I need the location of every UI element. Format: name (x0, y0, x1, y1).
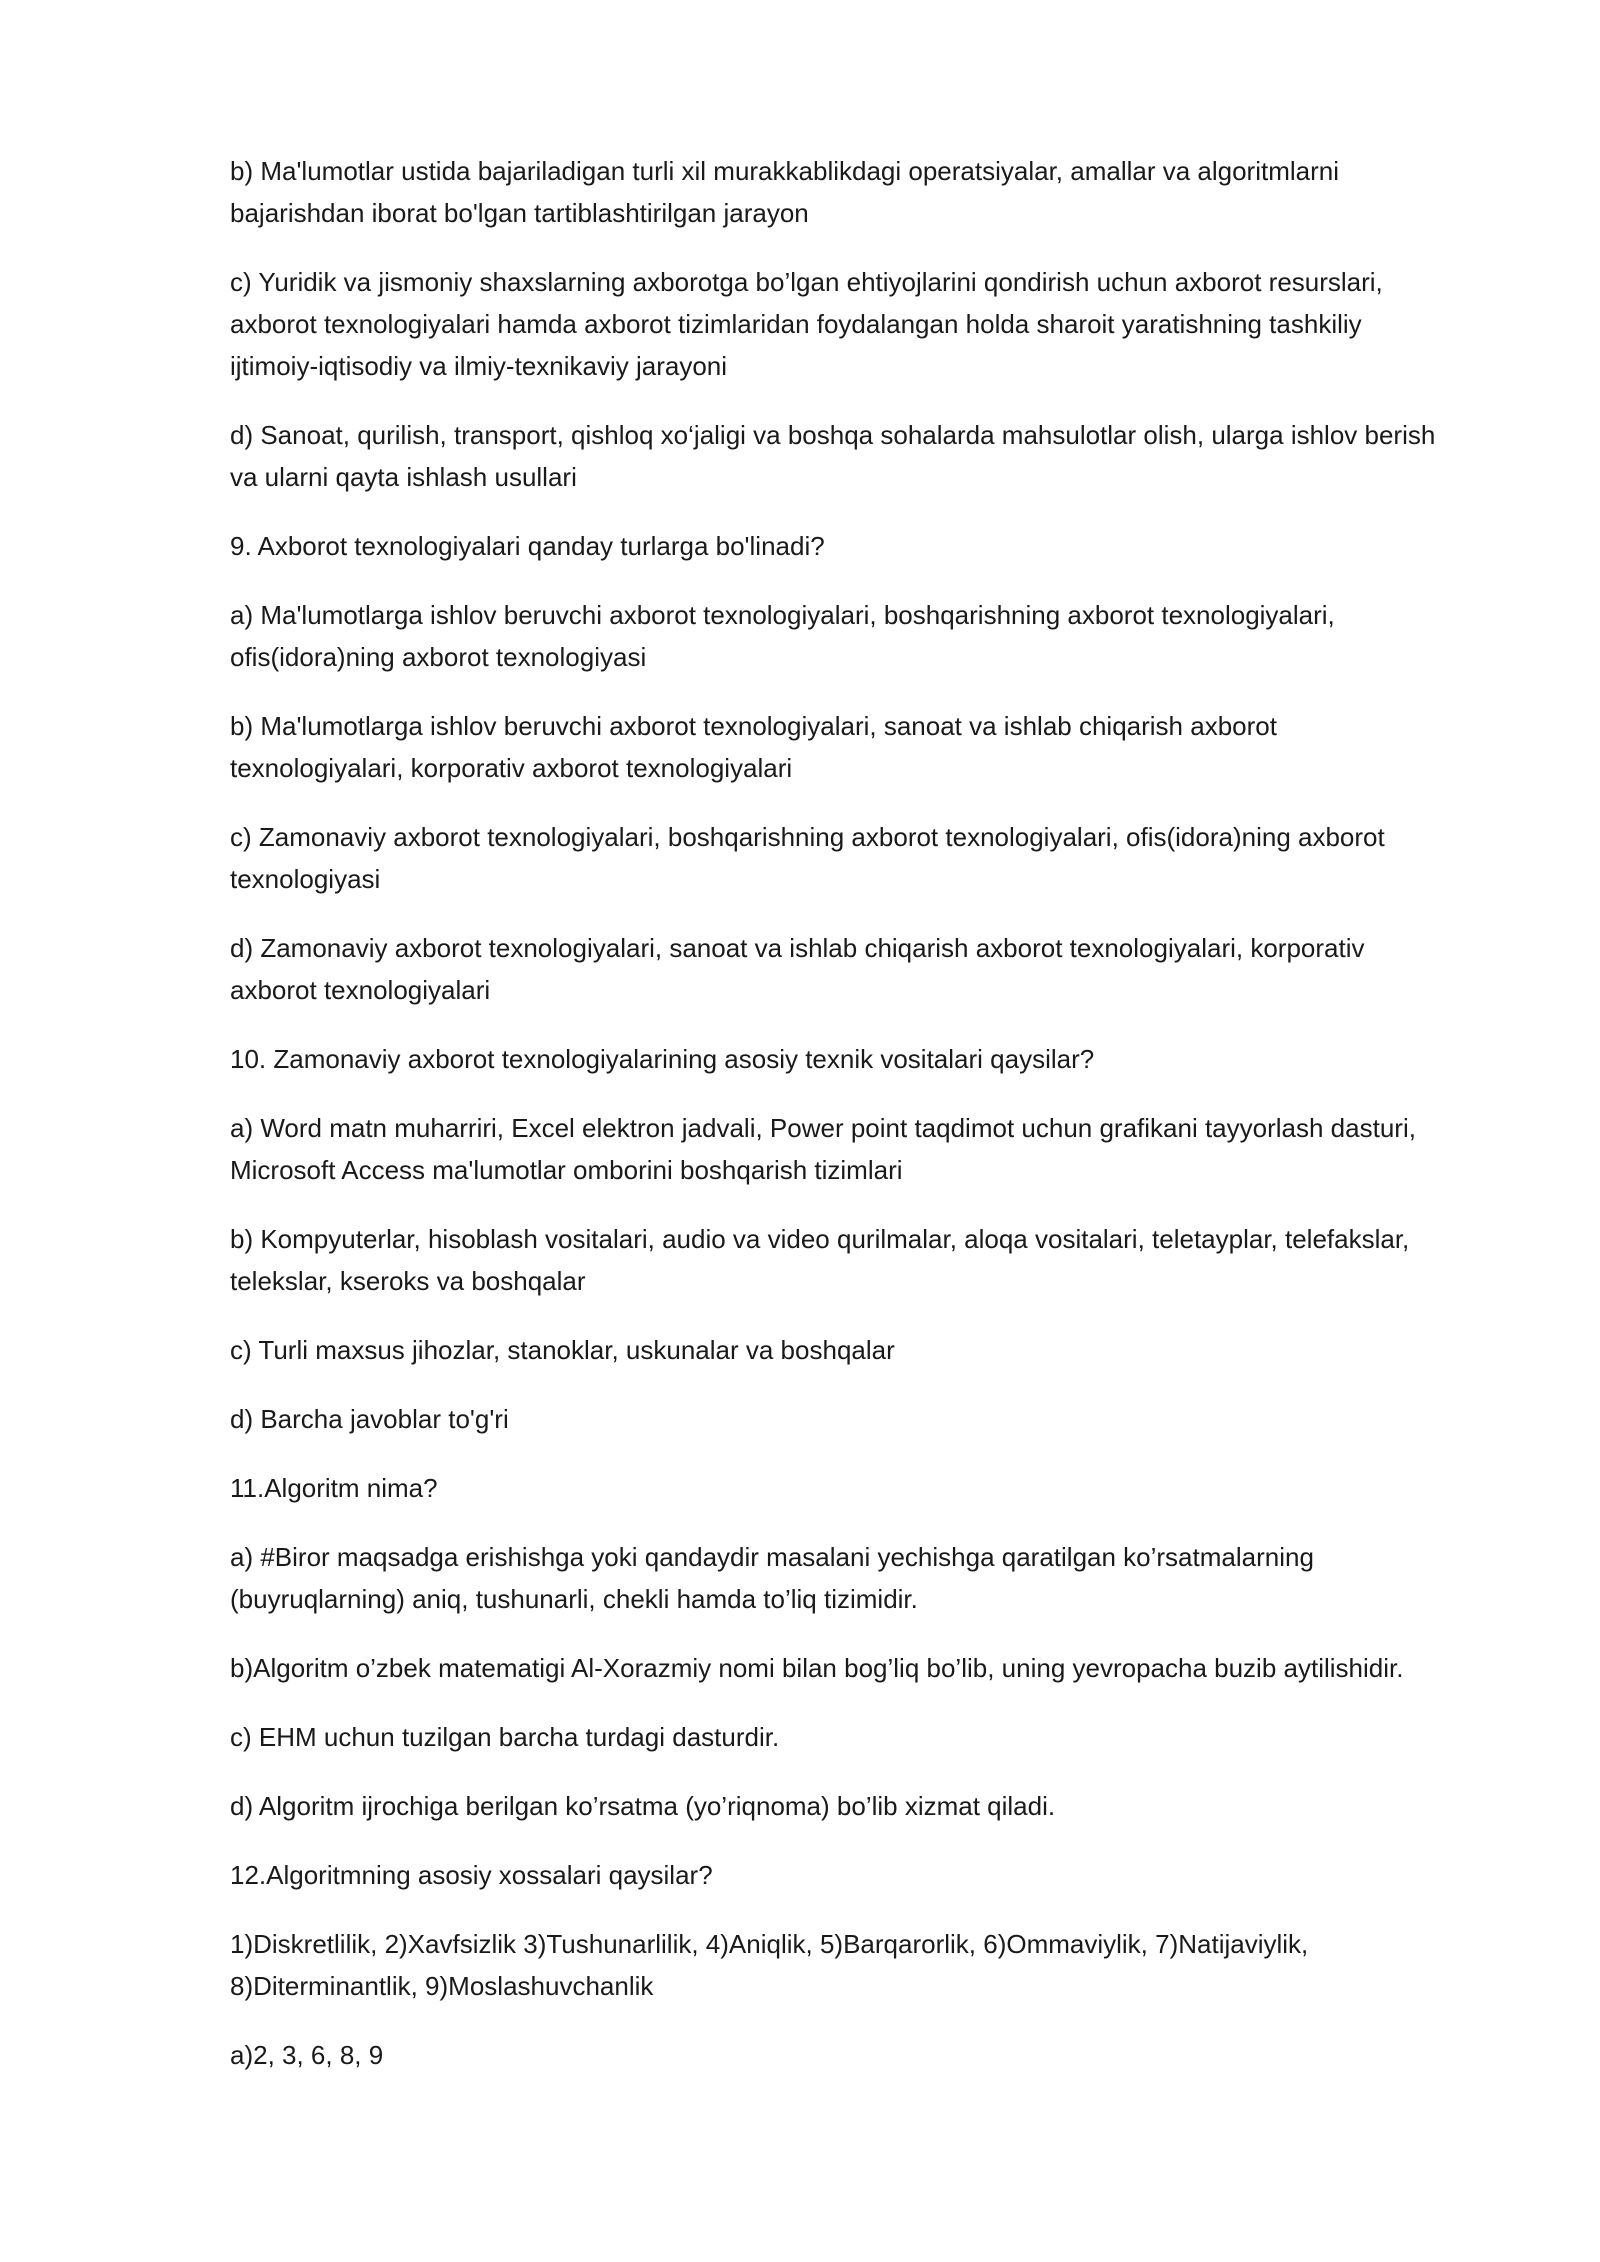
text-line: ofis(idora)ning axborot texnologiyasi (230, 642, 647, 672)
question-text (230, 525, 1500, 567)
text-line: axborot texnologiyalari hamda axborot tizimlaridan foydalangan holda sharoit yaratishning tashkiliy (230, 309, 1362, 339)
text-line: telekslar, kseroks va boshqalar (230, 1266, 586, 1296)
text-line: c) EHM uchun tuzilgan barcha turdagi dasturdir. (230, 1722, 780, 1752)
text-line: Microsoft Access ma'lumotlar omborini boshqarish tizimlari (230, 1155, 903, 1185)
question-text (230, 1038, 1500, 1080)
answer-option (230, 1536, 1500, 1620)
text-line: a) Ma'lumotlarga ishlov beruvchi axborot texnologiyalari, boshqarishning axborot texnologiyalari, (230, 600, 1335, 630)
answer-option (230, 414, 1500, 498)
answer-option (230, 1218, 1500, 1302)
text-line: c) Zamonaviy axborot texnologiyalari, boshqarishning axborot texnologiyalari, ofis(idora)ning axborot (230, 822, 1385, 852)
question-text (230, 1467, 1500, 1509)
answer-option (230, 1329, 1500, 1371)
text-line: c) Yuridik va jismoniy shaxslarning axborotga bo’lgan ehtiyojlarini qondirish uchun axborot resurslari, (230, 267, 1383, 297)
text-line: a) Word matn muharriri, Excel elektron jadvali, Power point taqdimot uchun grafikani tayyorlash dasturi, (230, 1113, 1416, 1143)
text-line: ijtimoiy-iqtisodiy va ilmiy-texnikaviy jarayoni (230, 351, 728, 381)
answer-option (230, 594, 1500, 678)
text-line: b) Ma'lumotlarga ishlov beruvchi axborot texnologiyalari, sanoat va ishlab chiqarish axborot (230, 711, 1277, 741)
text-line: c) Turli maxsus jihozlar, stanoklar, uskunalar va boshqalar (230, 1335, 895, 1365)
answer-option (230, 816, 1500, 900)
text-line: 12.Algoritmning asosiy xossalari qaysilar? (230, 1860, 713, 1890)
answer-option (230, 1647, 1500, 1689)
text-line: texnologiyalari, korporativ axborot texnologiyalari (230, 753, 793, 783)
text-line: b) Ma'lumotlar ustida bajariladigan turli xil murakkablikdagi operatsiyalar, amallar va algoritmlarni (230, 156, 1339, 186)
text-line: 9. Axborot texnologiyalari qanday turlarga bo'linadi? (230, 531, 825, 561)
properties-list (230, 1923, 1500, 2007)
answer-option (230, 2034, 1500, 2076)
text-line: d) Algoritm ijrochiga berilgan ko’rsatma (yo’riqnoma) bo’lib xizmat qiladi. (230, 1791, 1056, 1821)
text-line: axborot texnologiyalari (230, 975, 491, 1005)
answer-option (230, 1785, 1500, 1827)
document-body (230, 150, 1500, 2103)
text-line: b)Algoritm o’zbek matematigi Al-Xorazmiy nomi bilan bog’liq bo’lib, uning yevropacha buzib aytilishidir. (230, 1653, 1404, 1683)
text-line: 10. Zamonaviy axborot texnologiyalarining asosiy texnik vositalari qaysilar? (230, 1044, 1095, 1074)
answer-option (230, 261, 1500, 387)
text-line: (buyruqlarning) aniq, tushunarli, chekli hamda to’liq tizimidir. (230, 1584, 918, 1614)
answer-option (230, 927, 1500, 1011)
text-line: d) Sanoat, qurilish, transport, qishloq xo‘jaligi va boshqa sohalarda mahsulotlar olish, ularga ishlov berish (230, 420, 1436, 450)
text-line: a)2, 3, 6, 8, 9 (230, 2040, 384, 2070)
text-line: d) Barcha javoblar to'g'ri (230, 1404, 509, 1434)
text-line: bajarishdan iborat bo'lgan tartiblashtirilgan jarayon (230, 198, 809, 228)
text-line: texnologiyasi (230, 864, 381, 894)
question-text (230, 1854, 1500, 1896)
answer-option (230, 705, 1500, 789)
text-line: 1)Diskretlilik, 2)Xavfsizlik 3)Tushunarlilik, 4)Aniqlik, 5)Barqarorlik, 6)Ommaviylik, 7)Natijaviylik, (230, 1929, 1309, 1959)
answer-option (230, 1398, 1500, 1440)
text-line: 11.Algoritm nima? (230, 1473, 438, 1503)
text-line: a) #Biror maqsadga erishishga yoki qandaydir masalani yechishga qaratilgan ko’rsatmalarning (230, 1542, 1314, 1572)
text-line: d) Zamonaviy axborot texnologiyalari, sanoat va ishlab chiqarish axborot texnologiyalari, korporativ (230, 933, 1365, 963)
text-line: 8)Diterminantlik, 9)Moslashuvchanlik (230, 1971, 654, 2001)
answer-option (230, 1716, 1500, 1758)
answer-option (230, 150, 1500, 234)
text-line: va ularni qayta ishlash usullari (230, 462, 577, 492)
text-line: b) Kompyuterlar, hisoblash vositalari, audio va video qurilmalar, aloqa vositalari, teletayplar, telefakslar, (230, 1224, 1410, 1254)
answer-option (230, 1107, 1500, 1191)
